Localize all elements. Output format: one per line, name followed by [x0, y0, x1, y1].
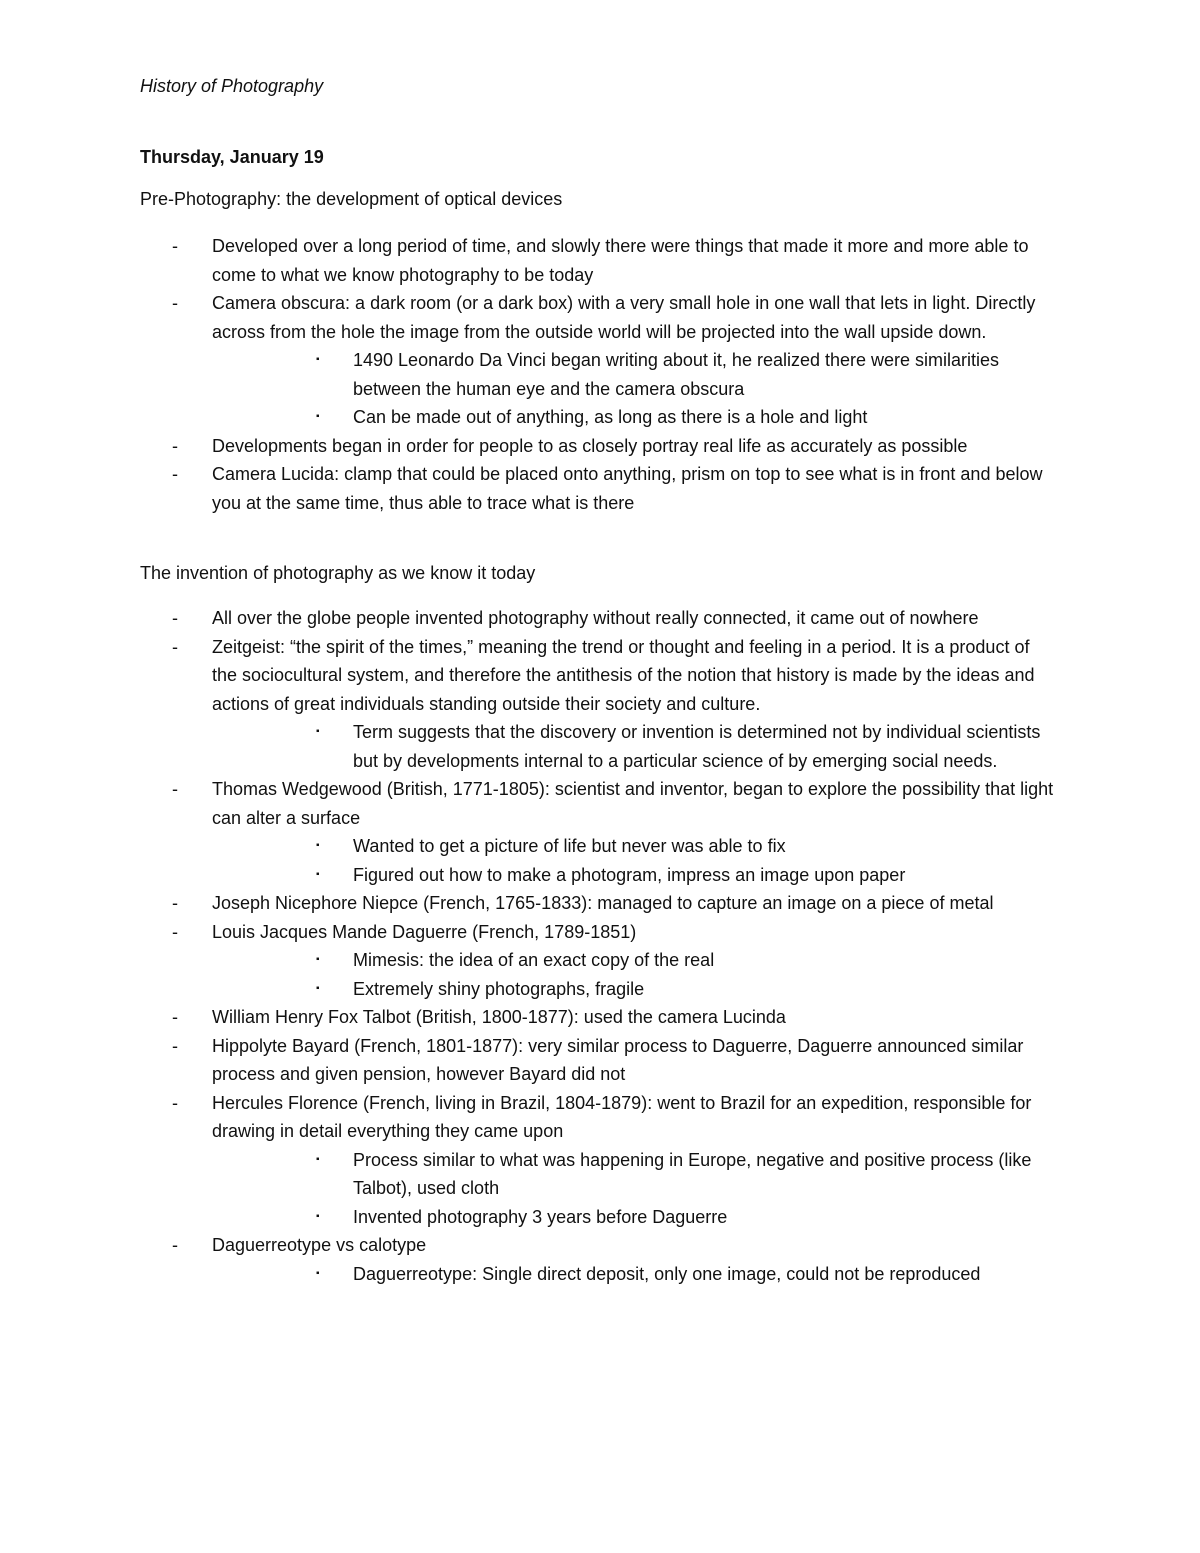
list-item-text: Hippolyte Bayard (French, 1801-1877): very similar process to Daguerre, Daguerre announced similar process and given pension, however Bayard did not [212, 1035, 1024, 1084]
sub-list-item [0, 1260, 1058, 1289]
dash-marker: - [172, 1007, 178, 1027]
list-item-text: 1490 Leonardo Da Vinci began writing about it, he realized there were similarities between the human eye and the camera obscura [353, 350, 1000, 399]
bullet-marker: ▪ [316, 868, 320, 880]
list-item [0, 775, 1058, 832]
sub-list-item [0, 832, 1058, 861]
list-item [0, 1089, 1058, 1146]
list-item [0, 432, 1058, 461]
list-item [0, 918, 1058, 947]
sub-list-item [0, 346, 1058, 403]
dash-marker: - [172, 779, 178, 799]
list-item [0, 1032, 1058, 1089]
sub-list-item [0, 1146, 1058, 1203]
sub-list-item [0, 1203, 1058, 1232]
list-item [0, 1231, 1058, 1260]
list-item-text: Can be made out of anything, as long as there is a hole and light [353, 407, 868, 427]
dash-marker: - [172, 608, 178, 628]
dash-marker: - [172, 293, 178, 313]
bullet-marker: ▪ [316, 1210, 320, 1222]
lecture-date: Thursday, January 19 [140, 147, 324, 167]
list-item [0, 460, 1058, 517]
sub-list-item [0, 975, 1058, 1004]
dash-marker: - [172, 435, 178, 456]
bullet-marker: ▪ [316, 1267, 320, 1279]
list-item-text: Daguerreotype vs calotype [212, 1235, 427, 1255]
list-item-text: Hercules Florence (French, living in Brazil, 1804-1879): went to Brazil for an expedition, responsible for drawing in detail everything they came upon [212, 1092, 1032, 1141]
list-item [0, 232, 1058, 289]
dash-marker: - [172, 1035, 178, 1056]
list-item-text: Developments began in order for people to as closely portray real life as accurately as possible [212, 435, 968, 456]
section-list [0, 232, 1200, 517]
list-item-text: Wanted to get a picture of life but never was able to fix [353, 836, 786, 856]
list-item-text: Thomas Wedgewood (British, 1771-1805): scientist and inventor, began to explore the possibility that light can alter a surface [212, 779, 1054, 828]
list-item-text: Term suggests that the discovery or invention is determined not by individual scientists but by developments internal to a particular science of by emerging social needs. [353, 722, 1041, 771]
bullet-marker: ▪ [316, 726, 320, 737]
list-item-text: Extremely shiny photographs, fragile [353, 978, 645, 999]
bullet-marker: ▪ [316, 1153, 320, 1165]
list-item [0, 604, 1058, 633]
dash-marker: - [172, 893, 178, 913]
bullet-marker: ▪ [316, 840, 320, 851]
list-item [0, 633, 1058, 719]
list-item [0, 889, 1058, 918]
bullet-marker: ▪ [316, 411, 320, 422]
section-heading: The invention of photography as we know it today [140, 563, 536, 583]
bullet-marker: ▪ [316, 982, 320, 994]
dash-marker: - [172, 636, 178, 657]
dash-marker: - [172, 236, 178, 256]
sub-list-item [0, 861, 1058, 890]
list-item-text: All over the globe people invented photography without really connected, it came out of nowhere [212, 608, 979, 628]
bullet-marker: ▪ [316, 954, 320, 965]
list-item [0, 1003, 1058, 1032]
sub-list-item [0, 946, 1058, 975]
list-item-text: Joseph Nicephore Niepce (French, 1765-1833): managed to capture an image on a piece of metal [212, 893, 994, 913]
list-item-text: William Henry Fox Talbot (British, 1800-1877): used the camera Lucinda [212, 1007, 786, 1027]
sub-list-item [0, 403, 1058, 432]
list-item-text: Process similar to what was happening in Europe, negative and positive process (like Talbot), used cloth [353, 1149, 1032, 1198]
bullet-marker: ▪ [316, 354, 320, 365]
sub-list-item [0, 718, 1058, 775]
list-item-text: Louis Jacques Mande Daguerre (French, 1789-1851) [212, 921, 637, 942]
section-heading: Pre-Photography: the development of optical devices [140, 189, 563, 209]
list-item-text: Figured out how to make a photogram, impress an image upon paper [353, 864, 906, 885]
dash-marker: - [172, 1092, 178, 1113]
list-item-text: Daguerreotype: Single direct deposit, only one image, could not be reproduced [353, 1263, 981, 1284]
section-list [0, 604, 1200, 1288]
dash-marker: - [172, 1235, 178, 1255]
list-item [0, 289, 1058, 346]
dash-marker: - [172, 921, 178, 942]
list-item-text: Developed over a long period of time, and slowly there were things that made it more and more able to come to what we know photography to be today [212, 236, 1029, 285]
dash-marker: - [172, 464, 178, 484]
list-item-text: Camera obscura: a dark room (or a dark box) with a very small hole in one wall that lets in light. Directly across from the hole the image from the outside world will be projected into the wall upside down. [212, 293, 1036, 342]
list-item-text: Mimesis: the idea of an exact copy of the real [353, 950, 715, 970]
list-item-text: Zeitgeist: “the spirit of the times,” meaning the trend or thought and feeling in a period. It is a product of the sociocultural system, and therefore the antithesis of the notion that history is made by the ideas and actions of great individuals standing outside their society and culture. [212, 636, 1035, 714]
list-item-text: Camera Lucida: clamp that could be placed onto anything, prism on top to see what is in front and below you at the same time, thus able to trace what is there [212, 464, 1043, 513]
list-item-text: Invented photography 3 years before Daguerre [353, 1206, 728, 1227]
document-title: History of Photography [140, 76, 324, 96]
